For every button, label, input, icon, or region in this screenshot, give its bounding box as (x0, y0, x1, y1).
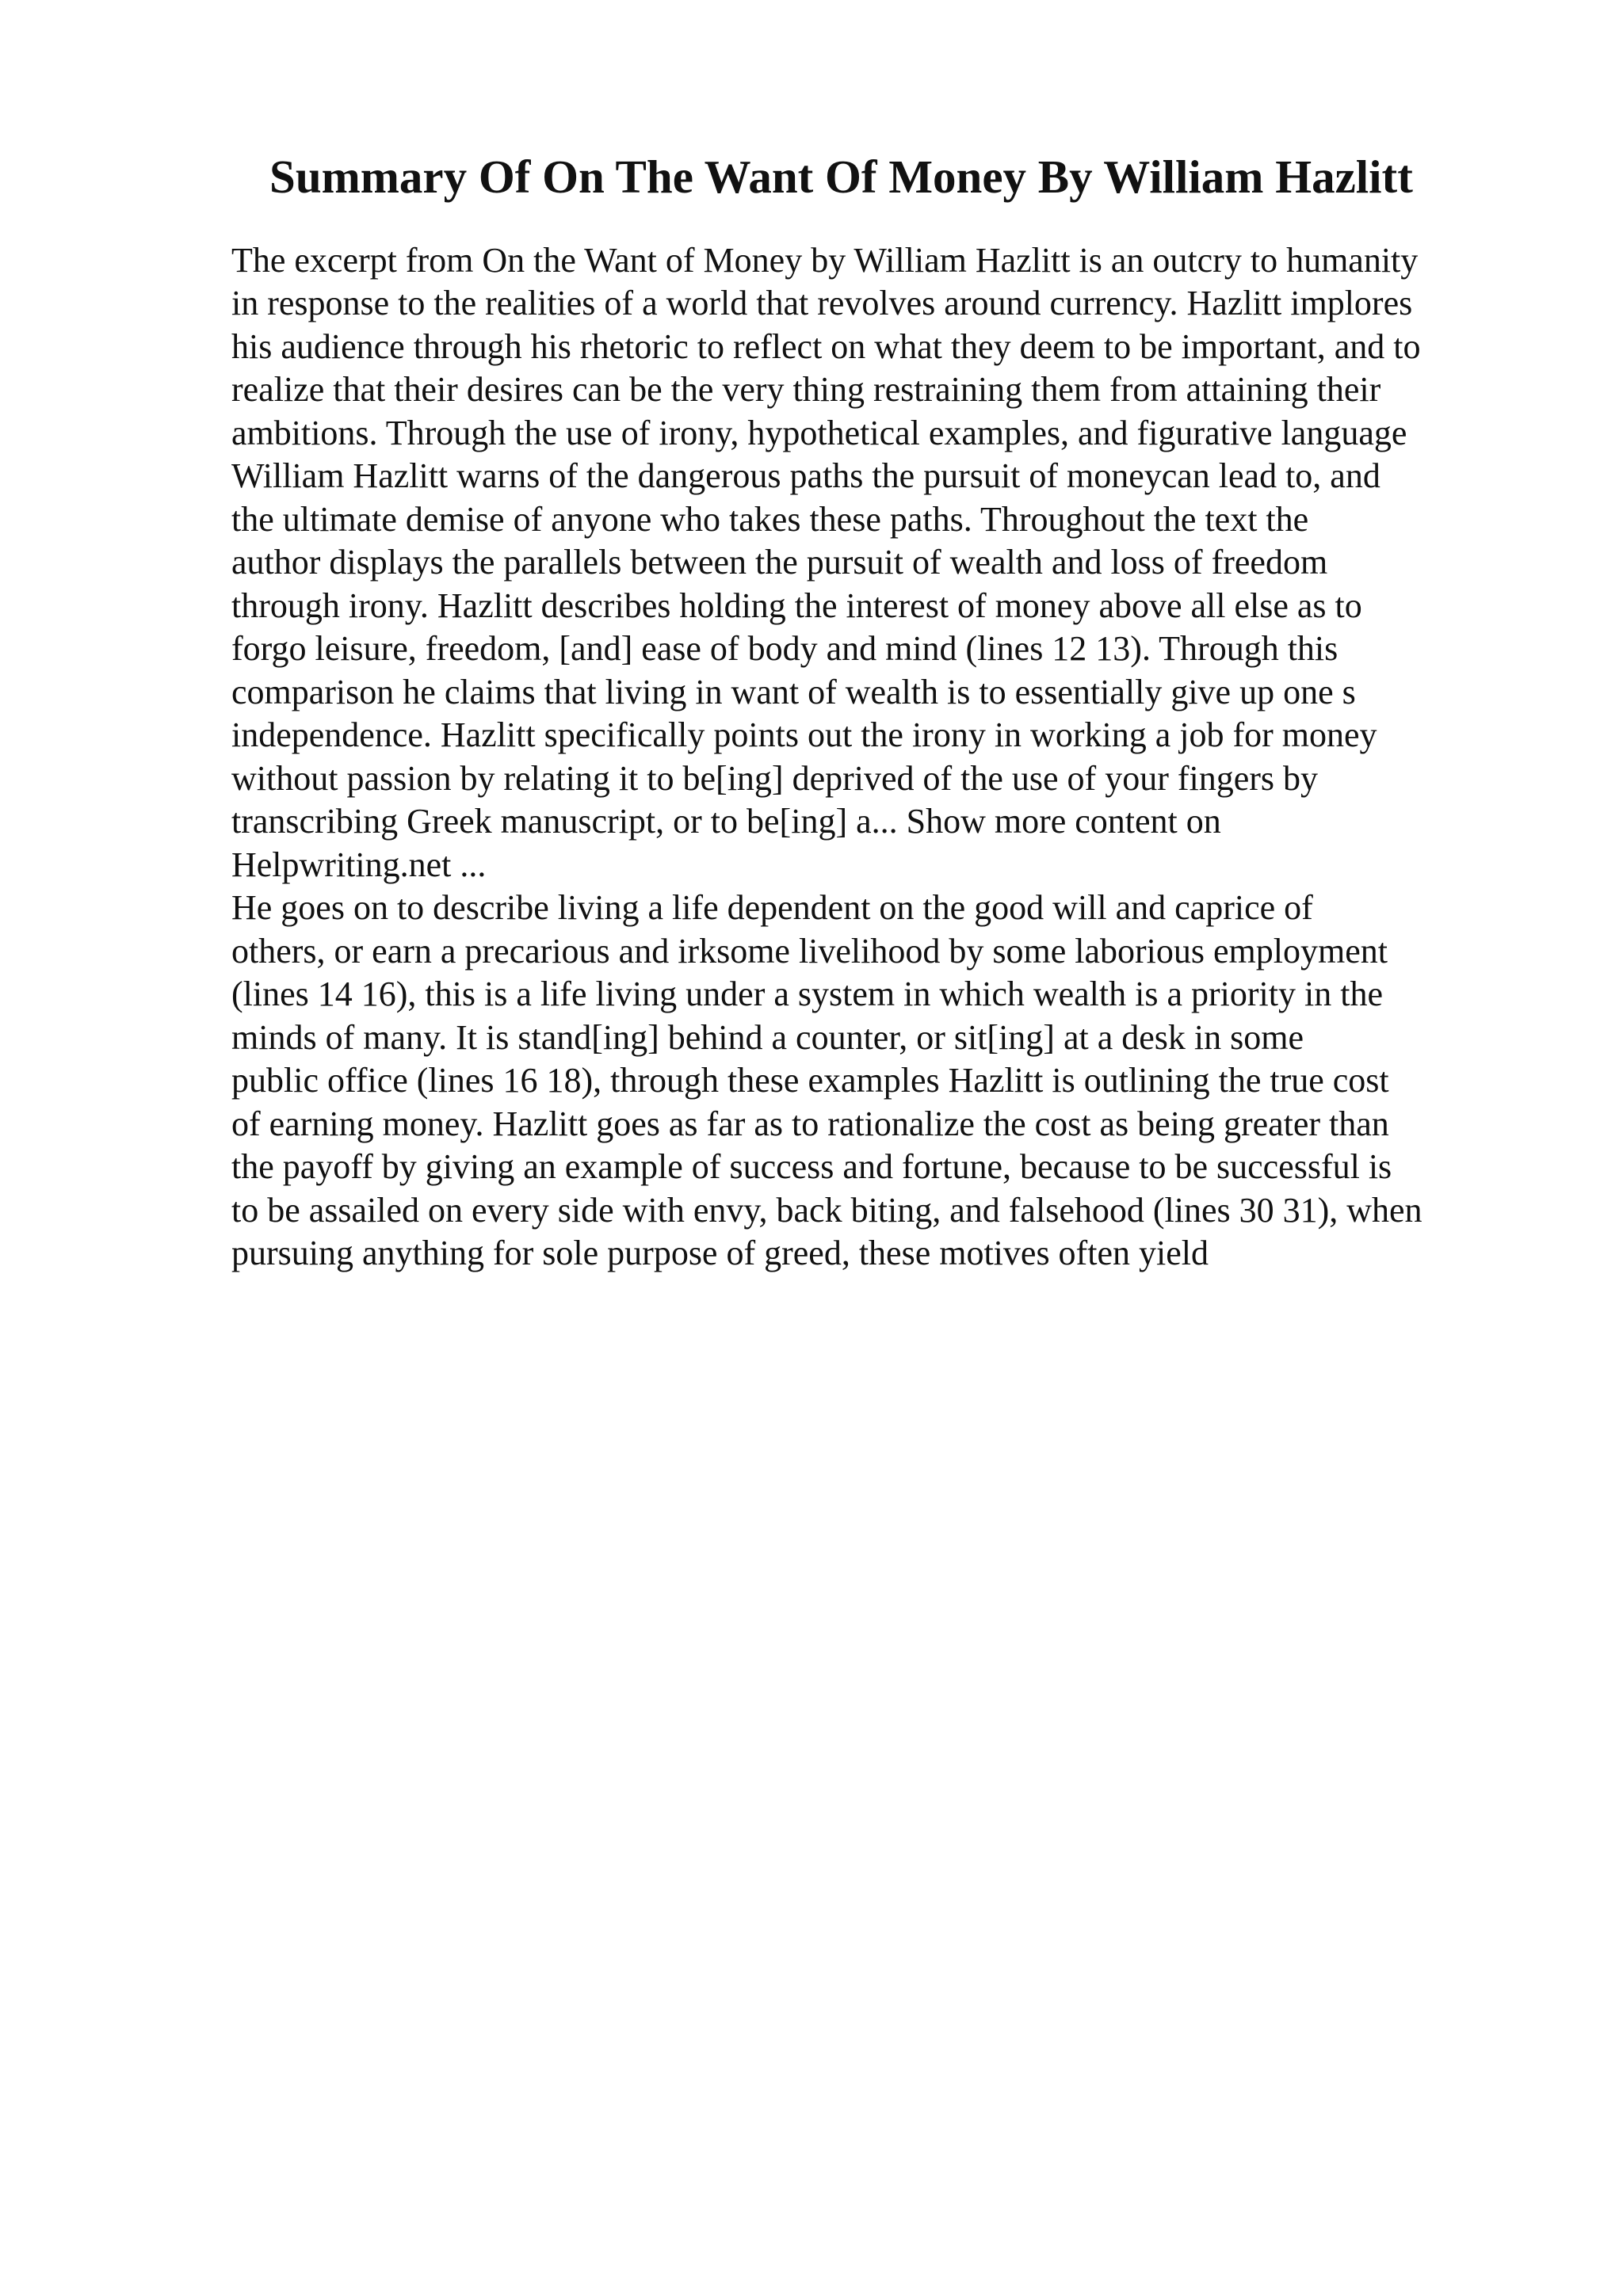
document-page (231, 151, 1515, 1276)
text-line: of earning money. Hazlitt goes as far as to rationalize the cost as being greater than (231, 1104, 1389, 1143)
text-line: realize that their desires can be the very thing restraining them from attaining their (231, 370, 1381, 410)
text-line: (lines 14 16), this is a life living under a system in which wealth is a priority in the (231, 974, 1383, 1014)
text-line: the ultimate demise of anyone who takes these paths. Throughout the text the (231, 499, 1309, 539)
text-line: independence. Hazlitt specifically points out the irony in working a job for money (231, 715, 1377, 755)
text-line: his audience through his rhetoric to reflect on what they deem to be important, and to (231, 326, 1421, 366)
text-line: He goes on to describe living a life dependent on the good will and caprice of (231, 888, 1313, 928)
text-line: the payoff by giving an example of success and fortune, because to be successful is (231, 1147, 1392, 1187)
text-line: author displays the parallels between the pursuit of wealth and loss of freedom (231, 543, 1328, 582)
body-paragraph (231, 239, 1515, 887)
text-line: ambitions. Through the use of irony, hypothetical examples, and figurative language (231, 413, 1407, 452)
text-line: to be assailed on every side with envy, back biting, and falsehood (lines 30 31), when (231, 1190, 1423, 1230)
text-line: William Hazlitt warns of the dangerous paths the pursuit of moneycan lead to, and (231, 456, 1381, 496)
text-line: through irony. Hazlitt describes holding the interest of money above all else as to (231, 585, 1362, 625)
document-body (231, 239, 1515, 1276)
text-line: comparison he claims that living in want of wealth is to essentially give up one s (231, 672, 1356, 711)
text-line: forgo leisure, freedom, [and] ease of body and mind (lines 12 13). Through this (231, 629, 1338, 669)
text-line: minds of many. It is stand[ing] behind a counter, or sit[ing] at a desk in some (231, 1017, 1304, 1057)
text-line: The excerpt from On the Want of Money by William Hazlitt is an outcry to humanity (231, 240, 1419, 280)
text-line: public office (lines 16 18), through these examples Hazlitt is outlining the true cost (231, 1061, 1389, 1100)
body-paragraph (231, 887, 1515, 1276)
text-line: transcribing Greek manuscript, or to be[ing] a... Show more content on (231, 802, 1221, 841)
text-line: in response to the realities of a world that revolves around currency. Hazlitt implores (231, 284, 1413, 323)
text-line: Helpwriting.net ... (231, 845, 487, 884)
document-title: Summary Of On The Want Of Money By William Hazlitt (269, 151, 1413, 203)
text-line: others, or earn a precarious and irksome livelihood by some laborious employment (231, 931, 1388, 971)
text-line: pursuing anything for sole purpose of greed, these motives often yield (231, 1234, 1209, 1273)
text-line: without passion by relating it to be[ing] deprived of the use of your fingers by (231, 758, 1319, 798)
